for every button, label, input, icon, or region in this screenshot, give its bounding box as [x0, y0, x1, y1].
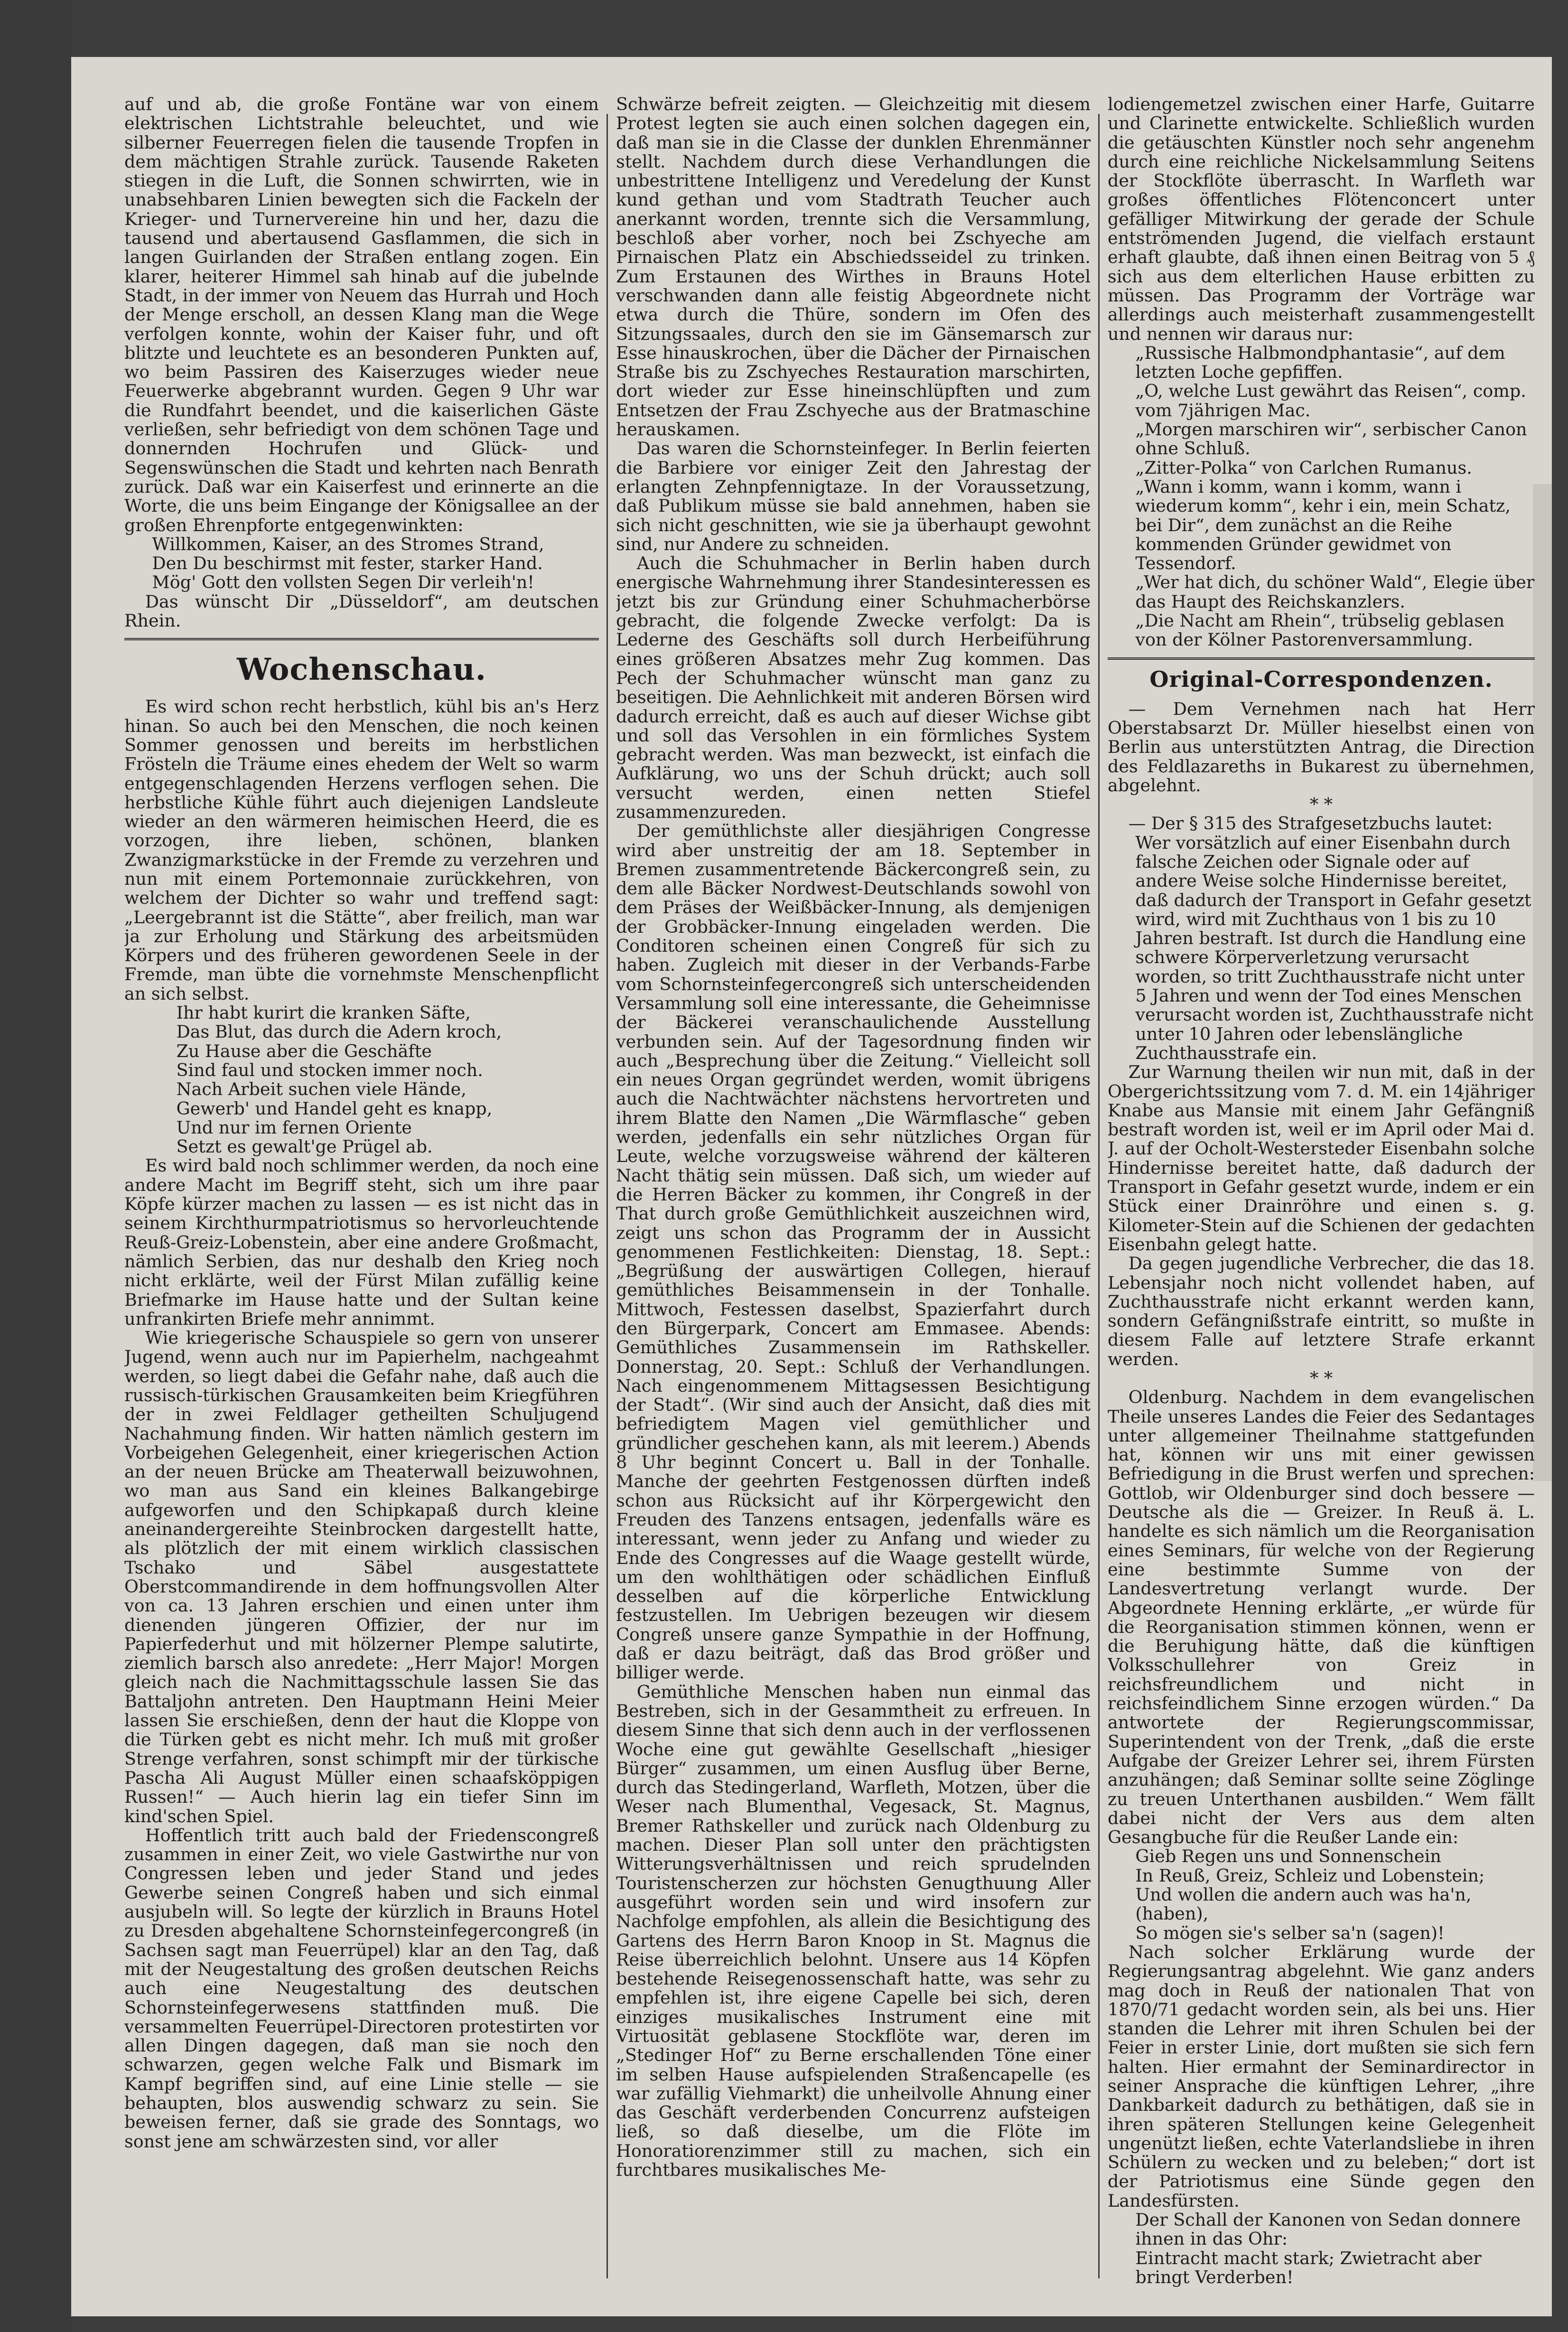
program-item: „O, welche Lust gewährt das Reisen“, comp. vom 7jährigen Mac. [1135, 381, 1526, 421]
poem-line: Sind faul und stocken immer noch. [176, 1059, 483, 1080]
section-divider [1108, 657, 1535, 660]
poem-line: Mög' Gott den vollsten Segen Dir verleih'n! [152, 572, 534, 593]
section-heading: Wochenschau. [237, 652, 486, 688]
paragraph: Schwärze befreit zeigten. — Gleichzeitig mit diesem Protest legten sie auch einen solchen dagegen ein, daß man sie in die Classe der dunklen Ehrenmänner stellt. Nachdem durch diese Verhandlungen die unbestrittene Intelligenz und Veredelung der Kunst kund gethan und vom Stadtrath Teucher auch anerkannt worden, trennte sich die Versammlung, beschloß aber vorher, noch bei Zschyeche am Pirnaischen Platz ein Abschiedsseidel zu trinken. Zum Erstaunen des Wirthes in Brauns Hotel verschwanden dann alle feistig Abgeordnete nicht etwa durch die Thüre, sondern im Ofen des Sitzungssaales, durch den sie im Gänsemarsch zur Esse hinauskrochen, über die Dächer der Pirnaischen Straße bis zu Zschyeches Restauration marschirten, dort wieder zur Esse hineinschlüpften und zum Entsetzen der Frau Zschyeche aus der Bratmaschine herauskamen. [616, 95, 1091, 440]
paragraph: — Dem Vernehmen nach hat Herr Oberstabsarzt Dr. Müller hieselbst einen von Berlin aus unterstützten Antrag, die Direction des Feldlazareths in Bukarest zu übernehmen, abgelehnt. [1108, 698, 1535, 796]
column-rule [1098, 114, 1100, 2278]
law-text: Wer vorsätzlich auf einer Eisenbahn durch falsche Zeichen oder Signale oder auf andere Weise solche Hindernisse bereitet, daß dadurch der Transport in Gefahr gesetzt wird, wird mit Zuchthaus von 1 bis zu 10 Jahren bestraft. Ist durch die Handlung eine schwere Körperverletzung verursacht worden, so tritt Zuchthausstrafe nicht unter 5 Jahren und wenn der Tod eines Menschen verursacht worden ist, Zuchthausstrafe nicht unter 10 Jahren oder lebenslängliche Zuchthausstrafe ein. [1135, 832, 1533, 1063]
program-item: „Wer hat dich, du schöner Wald“, Elegie über das Haupt des Reichskanzlers. [1135, 572, 1535, 612]
poem-line: Nach Arbeit suchen viele Hände, [176, 1079, 467, 1100]
paragraph: Es wird schon recht herbstlich, kühl bis an's Herz hinan. So auch bei den Menschen, die noch keinen Sommer genossen und bereits im herbstlichen Frösteln die Träume eines ehedem der Welt so warm entgegenschlagenden Herzens verflogen sehen. Die herbstliche Kühle führt auch diejenigen Landsleute wieder an den wärmeren heimischen Heerd, die es vorzogen, ihre lieben, schönen, blanken Zwanzigmarkstücke in der Fremde zu verzehren und nun mit einem Portemonnaie zurückkehren, von welchem der Dichter so wahr und treffend sagt: „Leergebrannt ist die Stätte“, aber freilich, man war ja zur Erholung und Stärkung des arbeitsmüden Körpers und des früheren gewordenen Seele in der Fremde, man übte die vornehmste Menschenpflicht an sich selbst. [124, 696, 599, 1004]
poem-line: Der Schall der Kanonen von Sedan donnere ihnen in das Ohr: [1135, 2210, 1521, 2249]
poem-line: Ihr habt kurirt die kranken Säfte, [176, 1002, 471, 1023]
program-item: „Zitter-Polka“ von Carlchen Rumanus. [1135, 457, 1472, 478]
poem-line: Das Blut, das durch die Adern kroch, [176, 1021, 502, 1042]
paragraph: Es wird bald noch schlimmer werden, da noch eine andere Macht im Begriff steht, sich um ihre paar Köpfe kürzer machen zu lassen — es ist nicht das in seinem Kirchthurmpatriotismus so hervorleuchtende Reuß-Greiz-Lobenstein, aber eine andere Großmacht, nämlich Serbien, das nur deshalb den Krieg noch nicht erklärte, weil der Fürst Milan zufällig keine Briefmarke im Hause hatte und der Sultan keine unfrankirten Briefe mehr annimmt. [124, 1155, 599, 1329]
separator-stars: * * [1309, 1368, 1333, 1388]
section-divider [124, 638, 599, 640]
paragraph: Der gemüthlichste aller diesjährigen Congresse wird aber unstreitig der am 18. September in Bremen zusammentretende Bäckercongreß sein, zu dem alle Bäcker Nordwest-Deutschlands sowohl von dem Präses der Weißbäcker-Innung, als demjenigen der Grobbäcker-Innung eingeladen werden. Die Conditoren scheinen einen Congreß für sich zu haben. Zugleich mit dieser in der Verbands-Farbe vom Schornsteinfegercongreß sich unterscheidenden Versammlung soll eine interessante, die Geheimnisse der Bäckerei veranschaulichende Ausstellung verbunden sein. Auf der Tagesordnung finden wir auch „Besprechung über die Zeitung.“ Vielleicht soll ein neues Organ gegründet werden, womit übrigens auch die Nachtwächter nächstens hervortreten und ihrem Blatte den Namen „Die Wärmflasche“ geben werden, jedenfalls ein sehr nützliches Organ für Leute, welche vorzugsweise während der kälteren Nacht thätig sein müssen. Daß sich, um wieder auf die Herren Bäcker zu kommen, ihr Congreß in der That durch große Gemüthlichkeit auszeichnen wird, zeigt uns schon das Programm der in Aussicht genommenen Festlichkeiten: Dienstag, 18. Sept.: „Begrüßung der auswärtigen Collegen, hierauf gemüthliches Beisammensein in der Tonhalle. Mittwoch, Festessen daselbst, Spazierfahrt durch den Bürgerpark, Concert am Emmasee. Abends: Gemüthliches Zusammensein im Rathskeller. Donnerstag, 20. Sept.: Schluß der Verhandlungen. Nach eingenommenem Mittagsessen Besichtigung der Stadt“. (Wir sind auch der Ansicht, daß dies mit befriedigtem Magen viel gemüthlicher und gründlicher geschehen kann, als mit leerem.) Abends 8 Uhr beginnt Concert u. Ball in der Tonhalle. Manche der geehrten Festgenossen dürften indeß schon aus Rücksicht auf ihr Körpergewicht den Freuden des Tanzens entsagen, jedenfalls wäre es interessant, wenn jeder zu Anfang und wieder zu Ende des Congresses auf die Waage gestellt würde, um den wohlthätigen oder schädlichen Einfluß desselben auf die körperliche Entwicklung festzustellen. Im Uebrigen bezeugen wir diesem Congreß unsere ganze Sympathie in der Hoffnung, daß er dazu beiträgt, daß das Brod größer und billiger werde. [616, 821, 1091, 1683]
paragraph: Wie kriegerische Schauspiele so gern von unserer Jugend, wenn auch nur im Papierhelm, nachgeahmt werden, so liegt dabei die Gefahr nahe, daß auch die russisch-türkischen Grausamkeiten beim Kriegführen der in zwei Feldlager getheilten Schuljugend Nachahmung finden. Wir hatten nämlich gestern im Vorbeigehen Gelegenheit, einer kriegerischen Action an der neuen Brücke am Theaterwall beizuwohnen, wo man aus Sand ein kleines Balkangebirge aufgeworfen und den Schipkapaß durch kleine aneinandergereihte Steinbrocken dargestellt hatte, als plötzlich der mit einem wirklich classischen Tschako und Säbel ausgestattete Oberstcommandirende in dem hoffnungsvollen Alter von ca. 13 Jahren erschien und einen unter ihm dienenden jüngeren Offizier, der nur im Papierfederhut und mit hölzerner Plempe salutirte, ziemlich barsch also anredete: „Herr Major! Morgen gleich nach die Nachmittagsschule lassen Sie das Battaljohn antreten. Den Hauptmann Heini Meier lassen Sie erschießen, denn der haut die Kloppe von die Türken gebt es nicht mehr. Ich muß mit großer Strenge verfahren, sonst schimpft mir der türkische Pascha Ali August Müller einen schaafsköppigen Russen!“ — Auch hierin lag ein tiefer Sinn im kind'schen Spiel. [124, 1328, 599, 1826]
column-1 [124, 95, 599, 2221]
paragraph: Nach solcher Erklärung wurde der Regierungsantrag abgelehnt. Wie ganz anders mag doch in Reuß der nationalen That von 1870/71 gedacht worden sein, als bei uns. Hier standen die Lehrer mit ihren Schulen bei der Feier in erster Linie, dort mußten sie sich fern halten. Hier ermahnt der Seminardirector in seiner Ansprache die künftigen Lehrer, „ihre Dankbarkeit dadurch zu bethätigen, daß sie in ihren späteren Stellungen keine Gelegenheit ungenützt ließen, echte Vaterlandsliebe in ihren Schülern zu wecken und zu beleben;“ dort ist der Patriotismus eine Sünde gegen den Landesfürsten. [1108, 1941, 1535, 2211]
page-edge-strip [1533, 484, 1552, 1481]
paragraph: — Der § 315 des Strafgesetzbuchs lautet: [1128, 813, 1493, 834]
paragraph: Oldenburg. Nachdem in dem evangelischen Theile unseres Landes die Feier des Sedantages unter allgemeiner Theilnahme stattgefunden hat, können wir uns mit einer gewissen Befriedigung in die Brust werfen und sprechen: Gottlob, wir Oldenburger sind doch bessere — Deutsche als die — Greizer. In Reuß ä. L. handelte es sich nämlich um die Reorganisation eines Seminars, für welche von der Regierung eine bestimmte Summe von der Landesvertretung verlangt wurde. Der Abgeordnete Henning erklärte, „er würde für die Reorganisation stimmen können, wenn er die Beruhigung hätte, daß die künftigen Volksschullehrer von Greiz in reichsfreundlichem und nicht in reichsfeindlichem Sinne erzogen würden.“ Da antwortete der Regierungscommissar, Superintendent von der Trenk, „daß die erste Aufgabe der Greizer Lehrer sei, ihrem Fürsten anzuhängen; daß Seminar sollte seine Zöglinge zu treuen Unterthanen ausbilden.“ Wem fällt dabei nicht der Vers aus dem alten Gesangbuche für die Reußer Lande ein: [1108, 1387, 1535, 1848]
poem-line: Zu Hause aber die Geschäfte [176, 1040, 432, 1061]
paragraph: Hoffentlich tritt auch bald der Friedenscongreß zusammen in einer Zeit, wo viele Gastwirthe nur von Congressen leben und jeder Stand und jedes Gewerbe seinen Congreß haben und sich einmal ausjubeln will. So legte der kürzlich in Brauns Hotel zu Dresden abgehaltene Schornsteinfegercongreß (in Sachsen sagt man Feuerrüpel) klar an den Tag, daß mit der Neugestaltung des großen deutschen Reichs auch eine Neugestaltung des deutschen Schornsteinfegerwesens stattfinden muß. Die versammelten Feuerrüpel-Directoren protestirten vor allen Dingen dagegen, daß man sie noch den schwarzen, gegen welche Falk und Bismark im Kampf begriffen sind, auf eine Linie stelle — sie behaupten, blos auswendig schwarz zu sein. Sie beweisen ferner, daß sie grade des Sonntags, wo sonst jene am schwärzesten sind, vor aller [124, 1825, 599, 2152]
poem-line: Und nur im fernen Oriente [176, 1117, 412, 1138]
column-3 [1108, 95, 1535, 2307]
paragraph: Zur Warnung theilen wir nun mit, daß in der Obergerichtssitzung vom 7. d. M. ein 14jähriger Knabe aus Mansie mit einem Jahr Gefängniß bestraft worden ist, weil er im April oder Mai d. J. auf der Ocholt-Westersteder Eisenbahn solche Hindernisse bereitet hatte, daß dadurch der Transport in Gefahr gesetzt wurde, indem er ein Stück einer Drainröhre und einen s. g. Kilometer-Stein auf die Schienen der gedachten Eisenbahn gelegt hatte. [1108, 1062, 1535, 1255]
paragraph: Gemüthliche Menschen haben nun einmal das Bestreben, sich in der Gesammtheit zu erfreuen. In diesem Sinne that sich denn auch in der verflossenen Woche eine gut gewählte Gesellschaft „hiesiger Bürger“ zusammen, um einen Ausflug über Berne, durch das Stedingerland, Warfleth, Motzen, über die Weser nach Blumenthal, Vegesack, St. Magnus, Bremer Rathskeller und zurück nach Oldenburg zu machen. Dieser Plan soll unter den prächtigsten Witterungsverhältnissen und reich sprudelnden Touristenscherzen zur höchsten Genugthuung Aller ausgeführt worden sein und wird insofern zur Nachfolge empfohlen, als allein die Besichtigung des Gartens des Herrn Baron Knoop in St. Magnus die Reise überreichlich belohnt. Unsere aus 14 Köpfen bestehende Reisegenossenschaft hatte, was sehr zu empfehlen ist, ihre eigene Capelle bei sich, deren einziges musikalisches Instrument eine mit Virtuosität geblasene Stockflöte war, deren im „Stedinger Hof“ zu Berne erschallenden Töne einer im selben Hause aufspielenden Straßencapelle (es war zufällig Viehmarkt) die unheilvolle Ahnung einer das Geschäft verderbenden Concurrenz aufsteigen ließ, so daß dieselbe, um die Flöte im Honoratiorenzimmer still zu machen, sich ein furchtbares musikalisches Me- [616, 1681, 1091, 2181]
column-2 [616, 95, 1091, 2307]
newspaper-page [71, 57, 1552, 2316]
program-item: „Morgen marschiren wir“, serbischer Canon ohne Schluß. [1135, 419, 1527, 459]
paragraph: Das waren die Schornsteinfeger. In Berlin feierten die Barbiere vor einiger Zeit den Jahrestag der erlangten Zehnpfennigtaze. In der Voraussetzung, daß Publikum müsse sie bald annehmen, haben sie sich nicht geschnitten, wie sie ja überhaupt gewohnt sind, nur Andere zu schneiden. [616, 438, 1091, 554]
paragraph: auf und ab, die große Fontäne war von einem elektrischen Lichtstrahle beleuchtet, und wie silberner Feuerregen fielen die tausende Tropfen in dem mächtigen Strahle zurück. Tausende Raketen stiegen in die Luft, die Sonnen schwirrten, wie in unabsehbaren Linien bewegten sich die Fackeln der Krieger- und Turnervereine hin und her, dazu die tausend und abertausend Gasflammen, die sich in langen Guirlanden der Straßen entlang zogen. Ein klarer, heiterer Himmel sah hinab auf die jubelnde Stadt, in der immer von Neuem das Hurrah und Hoch der Menge erscholl, an dessen Klang man die Wege verfolgen konnte, wohin der Kaiser fuhr, und oft blitzte und leuchtete es an besonderen Punkten auf, wo beim Passiren des Kaiserzuges wieder neue Feuerwerke abgebrannt wurden. Gegen 9 Uhr war die Rundfahrt beendet, und die kaiserlichen Gäste verließen, sehr befriedigt von dem schönen Tage und donnernden Hochrufen und Glück- und Segenswünschen die Stadt und kehrten nach Benrath zurück. Daß war ein Kaiserfest und erinnerte an die Worte, die uns beim Eingange der Königsallee an der großen Ehrenpforte entgegenwinkten: [124, 95, 599, 535]
poem-line: Eintracht macht stark; Zwietracht aber bringt Verderben! [1135, 2248, 1482, 2287]
poem-line: Den Du beschirmst mit fester, starker Hand. [152, 553, 543, 574]
poem-line: Setzt es gewalt'ge Prügel ab. [176, 1136, 433, 1157]
section-heading: Original-Correspondenzen. [1149, 666, 1493, 692]
program-item: „Wann i komm, wann i komm, wann i wiederum komm“, kehr i ein, mein Schatz, bei Dir“, dem zunächst an die Reihe kommenden Gründer gewidmet von Tessendorf. [1135, 476, 1511, 574]
paragraph: Das wünscht Dir „Düsseldorf“, am deutschen Rhein. [124, 591, 599, 631]
poem-line: Willkommen, Kaiser, an des Stromes Strand, [152, 534, 544, 554]
poem-line: In Reuß, Greiz, Schleiz und Lobenstein; [1135, 1865, 1485, 1886]
paragraph: lodiengemetzel zwischen einer Harfe, Guitarre und Clarinette entwickelte. Schließlich wurden die getäuschten Künstler noch sehr angenehm durch eine reichliche Nickelsammlung Seitens der Stockflöte überrascht. In Warfleth war großes öffentliches Flötenconcert unter gefälliger Mitwirkung der gerade der Schule entströmenden Jugend, die vielfach erstaunt erhaft glaubte, daß ihnen einen Beitrag von 5 ₰ sich aus dem elterlichen Hause erbitten zu müssen. Das Programm der Vorträge war allerdings auch meisterhaft zusammengestellt und nennen wir daraus nur: [1108, 95, 1535, 344]
poem-line: Und wollen die andern auch was ha'n, (haben), [1135, 1884, 1472, 1924]
scan-border [0, 0, 71, 2332]
poem-line: So mögen sie's selber sa'n (sagen)! [1135, 1922, 1445, 1943]
program-item: „Russische Halbmondphantasie“, auf dem letzten Loche gepfiffen. [1135, 342, 1505, 383]
column-rule [607, 114, 608, 2278]
program-item: „Die Nacht am Rhein“, trübselig geblasen von der Kölner Pastorenversammlung. [1135, 610, 1505, 650]
paragraph: Auch die Schuhmacher in Berlin haben durch energische Wahrnehmung ihrer Standesinteressen es jetzt bis zur Gründung einer Schuhmacherbörse gebracht, die folgende Zwecke verfolgt: Da is Lederne des Geschäfts soll durch Herbeiführung eines größeren Absatzes mehr Zug kommen. Das Pech der Schuhmacher wünscht man ganz zu beseitigen. Die Aehnlichkeit mit anderen Börsen wird dadurch erreicht, daß es auch auf dieser Wichse gibt und soll das Versohlen in ein förmliches System gebracht werden. Was man bezweckt, ist einfach die Aufklärung, wo uns der Schuh drückt; auch soll versucht werden, einen netten Stiefel zusammenzureden. [616, 553, 1091, 822]
separator-stars: * * [1309, 794, 1333, 815]
paragraph: Da gegen jugendliche Verbrecher, die das 18. Lebensjahr noch nicht vollendet haben, auf Zuchthausstrafe nicht erkannt werden kann, sondern Gefängnißstrafe eintritt, so mußte in diesem Falle auf letztere Strafe erkannt werden. [1108, 1253, 1535, 1369]
poem-line: Gewerb' und Handel geht es knapp, [176, 1098, 493, 1119]
poem-line: Gieb Regen uns und Sonnenschein [1135, 1846, 1441, 1867]
